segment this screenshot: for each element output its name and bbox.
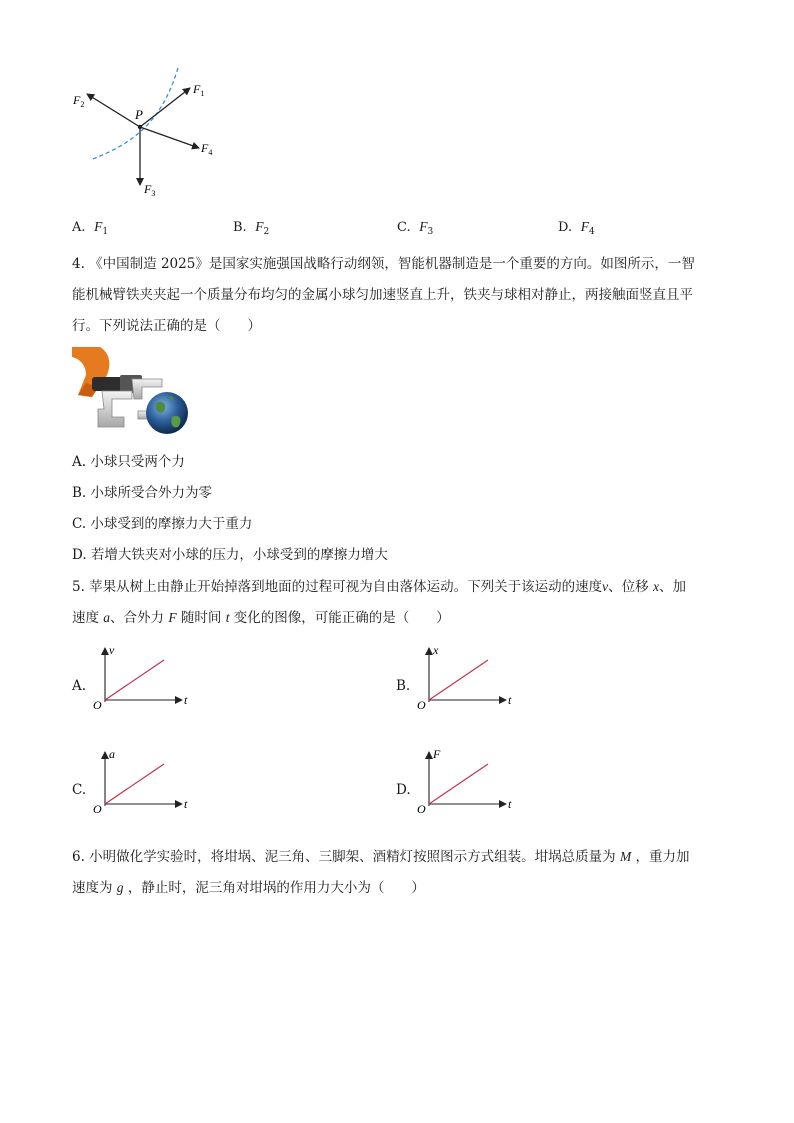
q5-graph-d	[412, 746, 522, 822]
svg-text:a: a	[109, 747, 115, 761]
q4-option-a: A. 小球只受两个力	[72, 454, 185, 470]
q5-graph-c	[88, 746, 198, 822]
q5-graph-c-label: C.	[72, 782, 87, 798]
svg-text:v: v	[109, 643, 115, 657]
q5-graph-a	[88, 642, 198, 718]
q5-graph-d-label: D.	[396, 782, 411, 798]
svg-text:t: t	[508, 693, 512, 707]
q6-text-line1: 6. 小明做化学实验时，将坩埚、泥三角、三脚架、酒精灯按照图示方式组装。坩埚总质量为 M ，重力加	[72, 849, 690, 865]
q3-option-b: B. $F_2$	[233, 219, 270, 237]
graph-b-line	[429, 660, 488, 700]
graph-a-line	[105, 660, 164, 700]
svg-text:t: t	[184, 693, 188, 707]
svg-text:O: O	[417, 698, 426, 712]
q5-graph-a-label: A.	[72, 678, 87, 694]
q4-option-d: D. 若增大铁夹对小球的压力，小球受到的摩擦力增大	[72, 547, 388, 563]
label-f4: F	[201, 141, 209, 155]
q5-graph-b-label: B.	[396, 678, 411, 694]
label-f2: F	[73, 93, 81, 107]
q3-option-d: D. $F_4$	[558, 219, 595, 237]
svg-text:F: F	[433, 747, 441, 761]
svg-text:t: t	[508, 797, 512, 811]
label-f1: F	[193, 82, 201, 96]
arrow-f1	[140, 88, 190, 127]
svg-text:F1: $F_1$	[193, 82, 205, 98]
graph-c-line	[105, 764, 164, 804]
q3-option-a: A. $F_1$	[72, 219, 109, 237]
q4-option-b: B. 小球所受合外力为零	[72, 485, 213, 501]
robot-arm-image	[72, 347, 192, 437]
arrow-f4	[140, 127, 199, 148]
svg-text:F2: $F_2$	[73, 93, 85, 109]
q4-text-line1: 4. 《中国制造 2025》是国家实施强国战略行动纲领，智能机器制造是一个重要的方向。如图所示，一智	[72, 256, 695, 272]
q4-text-line3: 行。下列说法正确的是（ ）	[72, 318, 261, 334]
q3-option-c: C. $F_3$	[397, 219, 434, 237]
q6-text-line2: 速度为 g ，静止时，泥三角对坩埚的作用力大小为（ ）	[72, 880, 425, 896]
q5-text-line2: 速度 a、合外力 F 随时间 t 变化的图像，可能正确的是（ ）	[72, 610, 450, 626]
label-p: P	[135, 107, 143, 122]
q5-text-line1: 5. 苹果从树上由静止开始掉落到地面的过程可视为自由落体运动。下列关于该运动的速度v、位移 x、加	[72, 579, 686, 595]
q5-graph-b	[412, 642, 522, 718]
q4-text-line2: 能机械臂铁夹夹起一个质量分布均匀的金属小球匀加速竖直上升，铁夹与球相对静止，两接触面竖直且平	[72, 287, 693, 303]
svg-text:O: O	[93, 698, 102, 712]
trajectory-curve	[90, 68, 178, 160]
arrow-f2	[87, 94, 140, 127]
svg-text:F3: $F_3$	[144, 182, 156, 198]
graph-d-line	[429, 764, 488, 804]
svg-text:t: t	[184, 797, 188, 811]
svg-text:O: O	[93, 802, 102, 816]
svg-text:O: O	[417, 802, 426, 816]
svg-text:x: x	[433, 643, 439, 657]
svg-text:F4: $F_4$	[201, 141, 213, 157]
label-f3: F	[144, 182, 152, 196]
q4-option-c: C. 小球受到的摩擦力大于重力	[72, 516, 253, 532]
force-diagram	[60, 60, 230, 205]
